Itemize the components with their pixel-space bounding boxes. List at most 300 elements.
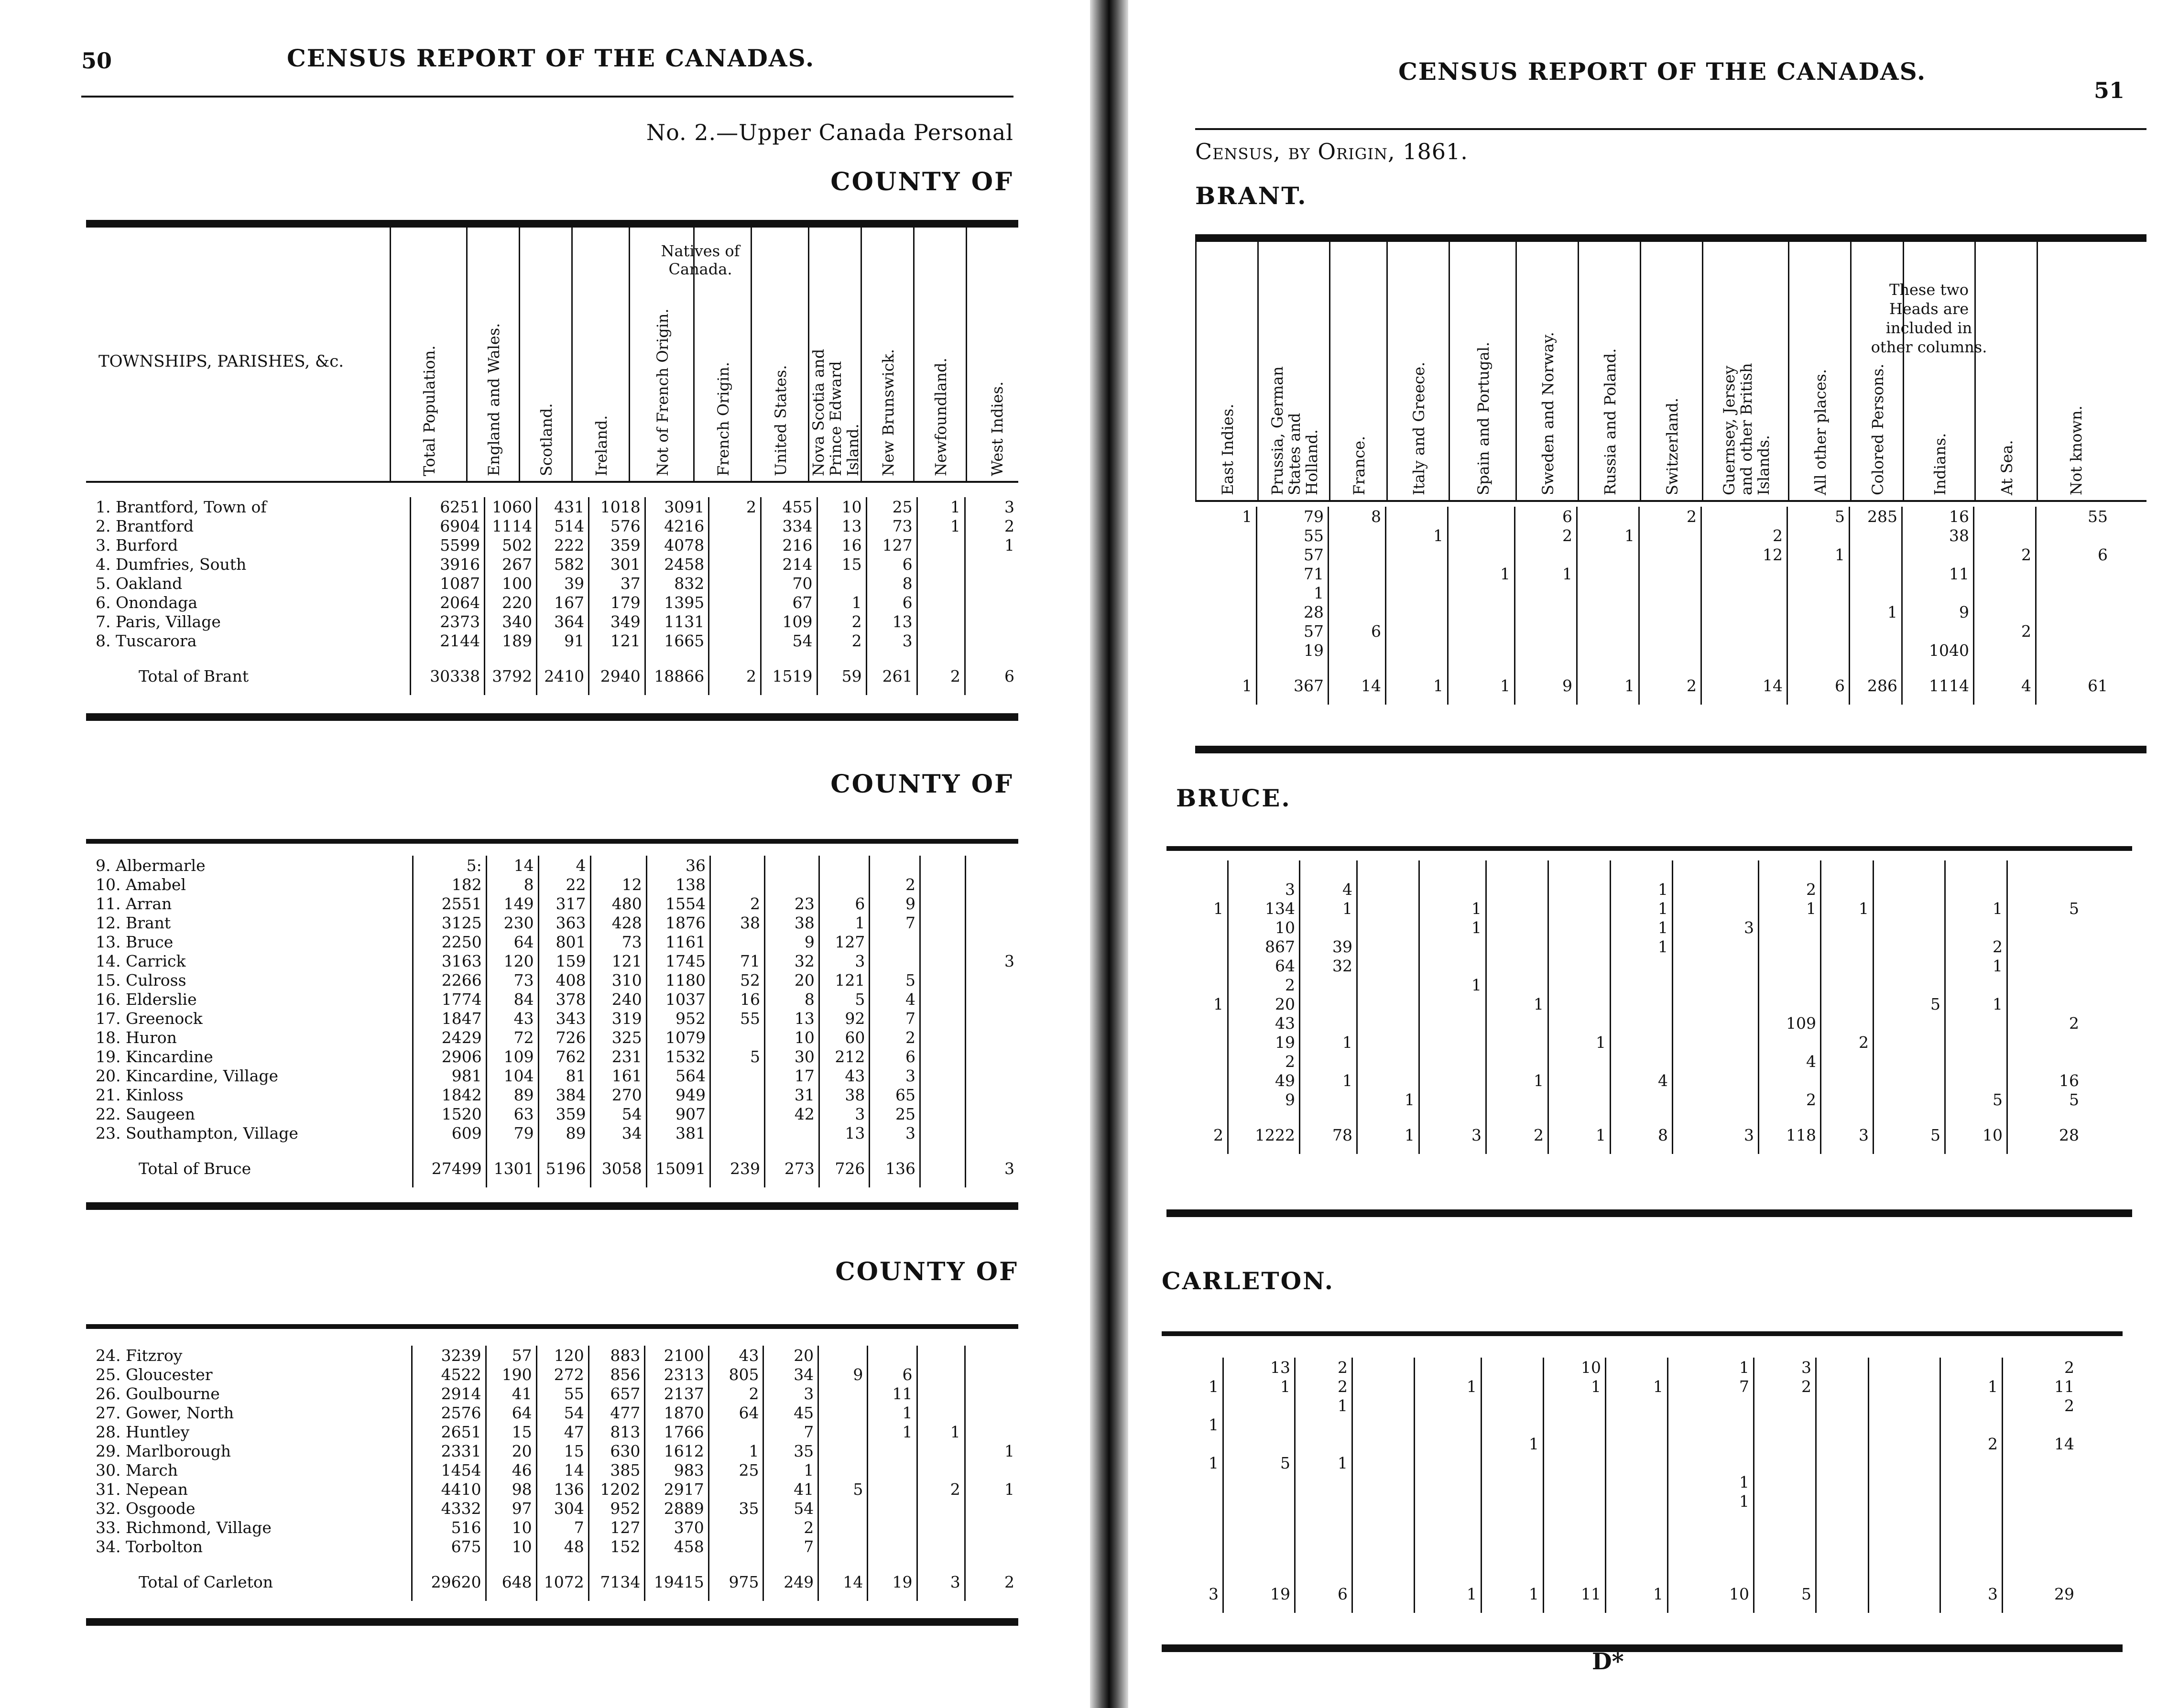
cell-value: 1 [1162, 1377, 1223, 1396]
cell-value: 2 [2064, 1358, 2074, 1377]
signature-mark: D* [1592, 1648, 1624, 1675]
cell-value [1606, 1453, 1668, 1472]
cell-value [1940, 1549, 2003, 1568]
row-label: 32. Osgoode [86, 1499, 412, 1518]
table-row [86, 1066, 1018, 1085]
cell-value: 1 [1940, 1377, 2003, 1396]
cell-value [1874, 1033, 1945, 1052]
cell-value [1419, 1090, 1486, 1109]
cell-value: 1 [1606, 1377, 1668, 1396]
cell-value: 630 [588, 1441, 645, 1460]
cell-value: 2 [1759, 880, 1821, 899]
cell-value [917, 631, 965, 650]
cell-value [1195, 526, 1257, 545]
cell-value [966, 1047, 1018, 1066]
cell-value [2003, 1549, 2079, 1568]
cell-value [965, 593, 1018, 612]
cell-value: 1 [1257, 583, 1329, 602]
row-label: Total of Brant [86, 650, 411, 695]
cell-value [1329, 564, 1386, 583]
cell-value: 15 [817, 555, 866, 574]
cell-value: 2 [1974, 621, 2036, 641]
cell-value: 867 [1228, 937, 1300, 956]
cell-value: 4 [1611, 1071, 1673, 1090]
cell-value: 7 [763, 1537, 818, 1556]
cell-value [1974, 526, 2036, 545]
cell-value: 16 [817, 535, 866, 555]
cell-value: 20 [764, 970, 819, 990]
cell-value: 1 [1577, 660, 1639, 705]
cell-value: 1395 [645, 593, 708, 612]
cell-value [1295, 1415, 1352, 1434]
table-row [1195, 564, 2112, 583]
cell-value: 61 [2088, 676, 2108, 695]
cell-value: 455 [761, 497, 817, 516]
cell-value [1357, 880, 1419, 899]
cell-value: 91 [537, 631, 589, 650]
cell-value [1639, 564, 1701, 583]
cell-value: 3 [917, 1556, 965, 1601]
cell-value [870, 951, 920, 970]
cell-value: 6 [819, 894, 870, 913]
cell-value: 6 [1515, 507, 1577, 526]
cell-value [1577, 641, 1639, 660]
cell-value [1673, 860, 1759, 880]
cell-value: 38 [710, 913, 765, 932]
cell-value [1759, 860, 1821, 880]
cell-value: 65 [870, 1085, 920, 1104]
cell-value: 13 [817, 516, 866, 535]
cell-value: 43 [1228, 1013, 1300, 1033]
cell-value: 2 [1701, 526, 1787, 545]
cell-value [965, 612, 1018, 631]
cell-value [1515, 641, 1577, 660]
cell-value [2003, 1491, 2079, 1511]
cell-value: 9 [818, 1365, 868, 1384]
cell-value [1415, 1415, 1482, 1434]
column-header [1850, 242, 1904, 500]
cell-value: 1 [1195, 507, 1257, 526]
cell-value [1821, 1052, 1874, 1071]
cell-value: 949 [646, 1085, 710, 1104]
column-header [808, 228, 862, 481]
county-heading-2: COUNTY OF [830, 770, 1013, 799]
cell-value [1611, 1013, 1673, 1033]
cell-value [1386, 621, 1448, 641]
cell-value: 408 [538, 970, 590, 990]
cell-value: 55 [536, 1384, 588, 1403]
table-row [1195, 526, 2112, 545]
cell-value [1787, 641, 1850, 660]
cell-value [1759, 937, 1821, 956]
cell-value [1162, 1511, 1223, 1530]
cell-value [1482, 1358, 1544, 1377]
cell-value: 1 [1195, 660, 1257, 705]
cell-value [1419, 1033, 1486, 1052]
cell-value: 304 [536, 1499, 588, 1518]
table-row [86, 970, 1018, 990]
table-row [86, 1365, 1018, 1384]
cell-value [1223, 1491, 1295, 1511]
total-row [86, 1556, 1018, 1601]
cell-value: 381 [646, 1123, 710, 1142]
data-table [86, 856, 1018, 1187]
cell-value [1544, 1530, 1606, 1549]
cell-value [1874, 975, 1945, 994]
cell-value: 363 [538, 913, 590, 932]
row-label: 7. Paris, Village [86, 612, 411, 631]
cell-value: 1 [1668, 1472, 1754, 1491]
cell-value: 3125 [413, 913, 486, 932]
table-row [86, 497, 1018, 516]
cell-value: 1 [1945, 899, 2007, 918]
cell-value [1352, 1568, 1415, 1613]
cell-value: 20 [486, 1441, 536, 1460]
cell-value [1415, 1491, 1482, 1511]
cell-value: 364 [537, 612, 589, 631]
cell-value: 1 [1945, 956, 2007, 975]
row-label: 19. Kincardine [86, 1047, 413, 1066]
cell-value [1162, 1434, 1223, 1453]
cell-value: 39 [537, 574, 589, 593]
cell-value: 801 [538, 932, 590, 951]
cell-value [1548, 860, 1611, 880]
cell-value: 582 [537, 555, 589, 574]
column-header-label: France. [1350, 435, 1368, 495]
cell-value: 6251 [411, 497, 485, 516]
cell-value [1606, 1530, 1668, 1549]
cell-value: 1 [868, 1403, 917, 1422]
table-row [86, 856, 1018, 875]
cell-value [1606, 1549, 1668, 1568]
cell-value [1701, 602, 1787, 621]
cell-value: 43 [819, 1066, 870, 1085]
cell-value: 4 [1759, 1052, 1821, 1071]
table-row [86, 1518, 1018, 1537]
cell-value: 109 [1759, 1013, 1821, 1033]
cell-value [1611, 860, 1673, 880]
column-header-label: Indians. [1931, 433, 1949, 495]
cell-value: 240 [590, 990, 646, 1009]
cell-value: 3163 [413, 951, 486, 970]
cell-value [1787, 526, 1850, 545]
cell-value [1486, 956, 1548, 975]
column-header-label: All other places. [1811, 369, 1830, 495]
cell-value [1448, 602, 1515, 621]
cell-value [1386, 602, 1448, 621]
cell-value [1548, 1013, 1611, 1033]
cell-value: 98 [486, 1480, 536, 1499]
cell-value [1486, 880, 1548, 899]
row-label: 6. Onondaga [86, 593, 411, 612]
cell-value: 2 [1004, 1572, 1014, 1591]
column-header-label: Newfoundland. [932, 358, 950, 476]
cell-value: 1 [1419, 899, 1486, 918]
row-label: 5. Oakland [86, 574, 411, 593]
column-header [2037, 242, 2114, 500]
cell-value [1386, 545, 1448, 564]
cell-value: 28 [2059, 1125, 2079, 1144]
cell-value: 609 [413, 1123, 486, 1142]
cell-value [1606, 1396, 1668, 1415]
cell-value: 121 [819, 970, 870, 990]
cell-value [1974, 602, 2036, 621]
cell-value: 1 [1415, 1377, 1482, 1396]
table-row [86, 1480, 1018, 1499]
data-table [86, 1346, 1018, 1601]
table-row [1195, 507, 2112, 526]
cell-value [1548, 1071, 1611, 1090]
cell-value [917, 1403, 965, 1422]
cell-value [1874, 918, 1945, 937]
row-label: 10. Amabel [86, 875, 413, 894]
cell-value: 11 [1902, 564, 1974, 583]
table-row [1166, 1090, 2083, 1109]
cell-value [920, 1085, 966, 1104]
cell-value [1611, 1052, 1673, 1071]
cell-value: 6 [870, 1047, 920, 1066]
cell-value [1352, 1491, 1415, 1511]
cell-value [917, 1365, 965, 1384]
cell-value: 5 [1945, 1090, 2007, 1109]
cell-value [1482, 1415, 1544, 1434]
table-row [86, 1346, 1018, 1365]
cell-value: 11 [1544, 1568, 1606, 1613]
cell-value: 23 [764, 894, 819, 913]
cell-value: 14 [2054, 1434, 2074, 1453]
cell-value [1754, 1415, 1816, 1434]
cell-value [1816, 1358, 1869, 1377]
cell-value [917, 1460, 965, 1480]
cell-value [1759, 1071, 1821, 1090]
cell-value: 79 [486, 1123, 538, 1142]
cell-value: 2 [710, 894, 765, 913]
cell-value: 1040 [1902, 641, 1974, 660]
cell-value [2036, 641, 2112, 660]
table-row [1162, 1358, 2078, 1377]
cell-value: 2 [1639, 660, 1701, 705]
cell-value: 1 [1004, 535, 1014, 555]
column-header [571, 228, 630, 481]
cell-value [1869, 1377, 1940, 1396]
table-row [86, 1028, 1018, 1047]
cell-value: 267 [485, 555, 537, 574]
cell-value [1701, 564, 1787, 583]
cell-value: 84 [486, 990, 538, 1009]
row-label: 20. Kincardine, Village [86, 1066, 413, 1085]
cell-value [1195, 621, 1257, 641]
cell-value: 1161 [646, 932, 710, 951]
cell-value: 1 [763, 1460, 818, 1480]
cell-value [1974, 564, 2036, 583]
cell-value: 1532 [646, 1047, 710, 1066]
row-label: 3. Burford [86, 535, 411, 555]
cell-value [710, 875, 765, 894]
cell-value: 5 [870, 970, 920, 990]
cell-value [1357, 975, 1419, 994]
cell-value [1352, 1434, 1415, 1453]
cell-value [1223, 1530, 1295, 1549]
cell-value [1295, 1434, 1352, 1453]
cell-value: 127 [588, 1518, 645, 1537]
cell-value: 7 [763, 1422, 818, 1441]
cell-value [966, 990, 1018, 1009]
cell-value: 1 [1821, 899, 1874, 918]
cell-value: 3091 [645, 497, 708, 516]
cell-value [1701, 621, 1787, 641]
carleton-bottom-rule [1162, 1644, 2123, 1652]
table-row [86, 1047, 1018, 1066]
cell-value: 89 [538, 1123, 590, 1142]
cell-value: 134 [1228, 899, 1300, 918]
cell-value [708, 1480, 763, 1499]
cell-value [1821, 956, 1874, 975]
column-header [1329, 242, 1388, 500]
cell-value [1787, 602, 1850, 621]
cell-value [1902, 583, 1974, 602]
cell-value: 1 [1223, 1377, 1295, 1396]
cell-value [1787, 583, 1850, 602]
cell-value [1754, 1472, 1816, 1491]
cell-value [818, 1441, 868, 1460]
cell-value [1869, 1491, 1940, 1511]
cell-value: 2250 [413, 932, 486, 951]
cell-value [917, 555, 965, 574]
cell-value [1639, 583, 1701, 602]
cell-value [709, 593, 761, 612]
row-label: 21. Kinloss [86, 1085, 413, 1104]
cell-value: 3 [819, 1104, 870, 1123]
cell-value [1195, 583, 1257, 602]
cell-value: 3 [1754, 1358, 1816, 1377]
cell-value: 813 [588, 1422, 645, 1441]
cell-value: 212 [819, 1047, 870, 1066]
cell-value [917, 1441, 965, 1460]
cell-value [1357, 1033, 1419, 1052]
cell-value: 81 [538, 1066, 590, 1085]
cell-value [920, 970, 966, 990]
row-header-label: TOWNSHIPS, PARISHES, &c. [98, 352, 344, 371]
cell-value: 25 [870, 1104, 920, 1123]
cell-value [2007, 937, 2083, 956]
total-row [86, 1142, 1018, 1187]
cell-value [709, 574, 761, 593]
cell-value [1668, 1415, 1754, 1434]
total-row [1162, 1568, 2078, 1613]
cell-value [709, 612, 761, 631]
cell-value: 343 [538, 1009, 590, 1028]
cell-value [1754, 1530, 1816, 1549]
cell-value [1486, 1052, 1548, 1071]
cell-value [1223, 1396, 1295, 1415]
cell-value [1419, 880, 1486, 899]
cell-value [1787, 564, 1850, 583]
cell-value [2003, 1472, 2079, 1491]
cell-value [1974, 583, 2036, 602]
cell-value: 1018 [589, 497, 645, 516]
cell-value [2007, 994, 2083, 1013]
cell-value [818, 1537, 868, 1556]
cell-value [1869, 1472, 1940, 1491]
cell-value [1329, 583, 1386, 602]
cell-value [1166, 1013, 1228, 1033]
cell-value [1673, 937, 1759, 956]
cell-value [1874, 1090, 1945, 1109]
table-row [86, 951, 1018, 970]
column-header-label: At Sea. [1998, 440, 2016, 495]
cell-value: 367 [1257, 660, 1329, 705]
cell-value [1166, 1090, 1228, 1109]
cell-value: 32 [1300, 956, 1357, 975]
cell-value: 13 [1223, 1358, 1295, 1377]
cell-value: 138 [646, 875, 710, 894]
cell-value: 72 [486, 1028, 538, 1047]
cell-value: 1 [1486, 994, 1548, 1013]
cell-value: 1 [1668, 1358, 1754, 1377]
cell-value [1874, 880, 1945, 899]
table-row [1166, 937, 2083, 956]
table-row [86, 1009, 1018, 1028]
cell-value: 7 [870, 1009, 920, 1028]
cell-value: 3 [870, 1123, 920, 1142]
cell-value [1673, 1013, 1759, 1033]
cell-value: 1 [1611, 899, 1673, 918]
cell-value [818, 1384, 868, 1403]
cell-value [1300, 994, 1357, 1013]
cell-value: 7 [870, 913, 920, 932]
head-rule [1195, 128, 2146, 130]
column-header-label: Sweden and Norway. [1539, 332, 1557, 495]
cell-value: 121 [589, 631, 645, 650]
row-label: 1. Brantford, Town of [86, 497, 411, 516]
cell-value [1701, 583, 1787, 602]
cell-value: 1060 [485, 497, 537, 516]
cell-value [1639, 602, 1701, 621]
cell-value [1945, 1071, 2007, 1090]
book-spine [1090, 0, 1128, 1708]
cell-value [1940, 1530, 2003, 1549]
table-row [86, 875, 1018, 894]
cell-value: 5 [818, 1480, 868, 1499]
column-header-label: Nova Scotia and Prince Edward Island. [809, 348, 862, 476]
cell-value: 5 [2069, 899, 2079, 918]
cell-value [1357, 1052, 1419, 1071]
cell-value: 1 [1482, 1568, 1544, 1613]
cell-value [917, 1499, 965, 1518]
cell-value: 46 [486, 1460, 536, 1480]
cell-value: 2 [2069, 1013, 2079, 1033]
cell-value [764, 1123, 819, 1142]
cell-value: 502 [485, 535, 537, 555]
cell-value [1869, 1511, 1940, 1530]
table-row [1195, 641, 2112, 660]
cell-value [1577, 545, 1639, 564]
cell-value: 1 [1300, 1033, 1357, 1052]
cell-value [1352, 1453, 1415, 1472]
cell-value: 1301 [486, 1142, 538, 1187]
cell-value [708, 1422, 763, 1441]
cell-value [1606, 1511, 1668, 1530]
cell-value: 2 [708, 1384, 763, 1403]
cell-value [1352, 1549, 1415, 1568]
cell-value [1544, 1396, 1606, 1415]
cell-value: 2 [1486, 1109, 1548, 1154]
cell-value: 89 [486, 1085, 538, 1104]
cell-value: 2 [917, 1480, 965, 1499]
head-rule [81, 96, 1013, 98]
cell-value: 2064 [411, 593, 485, 612]
cell-value [1195, 602, 1257, 621]
